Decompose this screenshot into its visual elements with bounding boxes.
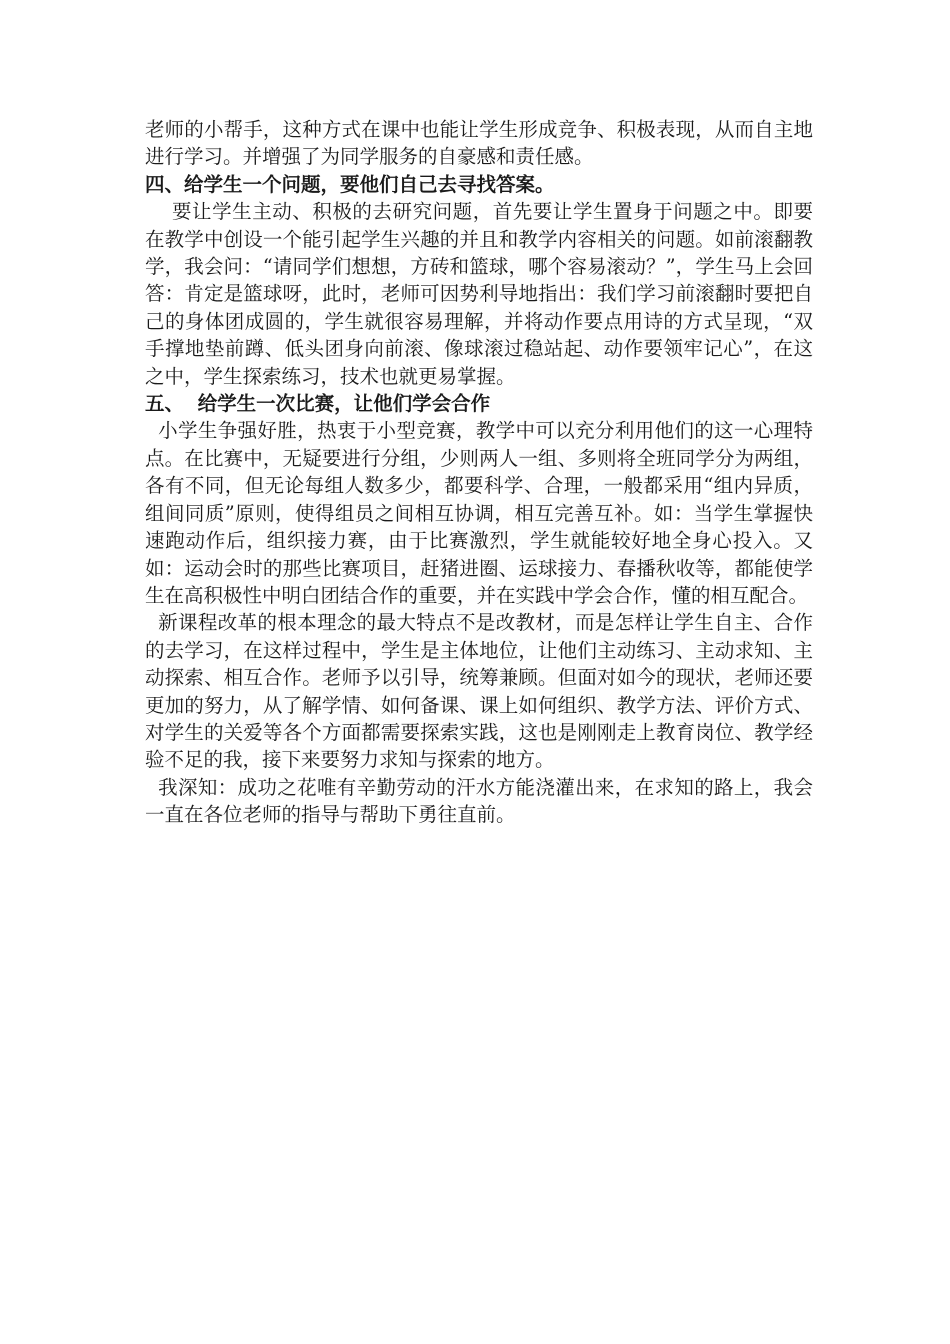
section-4-heading: 四、给学生一个问题，要他们自己去寻找答案。 — [145, 172, 555, 196]
intro-paragraph: 老师的小帮手，这种方式在课中也能让学生形成竞争、积极表现，从而自主地进行学习。并增强了为同学服务的自豪感和责任感。 — [145, 118, 813, 169]
section-5-paragraph: 小学生争强好胜，热衷于小型竞赛，教学中可以充分利用他们的这一心理特点。在比赛中，无疑要进行分组，少则两人一组、多则将全班同学分为两组，各有不同，但无论每组人数多少，都要科学、合理，一般都采用“组内异质，组间同质”原则，使得组员之间相互协调，相互完善互补。如：当学生掌握快速跑动作后，组织接力赛，由于比赛激烈，学生就能较好地全身心投入。又如：运动会时的那些比赛项目，赶猪进圈、运球接力、春播秋收等，都能使学生在高积极性中明白团结合作的重要，并在实践中学会合作，懂的相互配合。 — [145, 419, 813, 607]
reform-paragraph: 新课程改革的根本理念的最大特点不是改教材，而是怎样让学生自主、合作的去学习，在这样过程中，学生是主体地位，让他们主动练习、主动求知、主动探索、相互合作。老师予以引导，统筹兼顾。但面对如今的现状，老师还要更加的努力，从了解学情、如何备课、课上如何组织、教学方法、评价方式、对学生的关爱等各个方面都需要探索实践，这也是刚刚走上教育岗位、教学经验不足的我，接下来要努力求知与探索的地方。 — [145, 611, 813, 772]
section-5-heading: 五、 给学生一次比赛，让他们学会合作 — [145, 392, 491, 416]
section-4-paragraph: 要让学生主动、积极的去研究问题，首先要让学生置身于问题之中。即要在教学中创设一个能引起学生兴趣的并且和教学内容相关的问题。如前滚翻教学，我会问：“请同学们想想，方砖和篮球，哪个容易滚动？”，学生马上会回答：肯定是篮球呀，此时，老师可因势利导地指出：我们学习前滚翻时要把自己的身体团成圆的，学生就很容易理解，并将动作要点用诗的方式呈现，“双手撑地垫前蹲、低头团身向前滚、像球滚过稳站起、动作要领牢记心”，在这之中，学生探索练习，技术也就更易掌握。 — [145, 200, 813, 388]
closing-paragraph: 我深知：成功之花唯有辛勤劳动的汗水方能浇灌出来，在求知的路上，我会一直在各位老师的指导与帮助下勇往直前。 — [145, 775, 813, 827]
document-body — [145, 116, 813, 829]
